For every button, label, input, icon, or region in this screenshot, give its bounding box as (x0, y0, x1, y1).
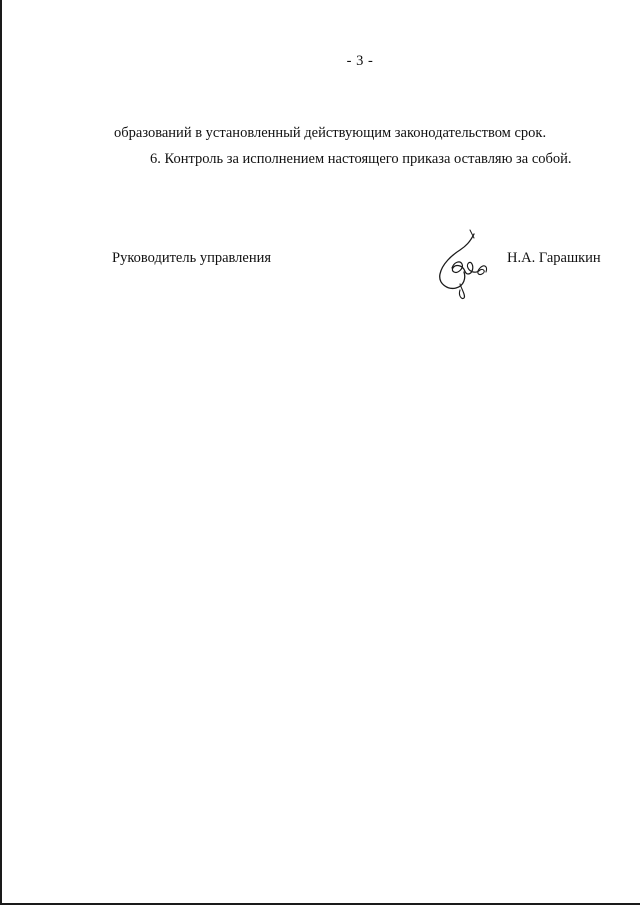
paragraph-item-6: 6. Контроль за исполнением настоящего приказа оставляю за собой. (150, 151, 572, 167)
paragraph-continuation: образований в установленный действующим законодательством срок. (114, 125, 547, 141)
handwritten-signature (430, 228, 494, 300)
page-left-edge (0, 0, 2, 905)
signatory-position: Руководитель управления (112, 250, 272, 266)
page-number: - 3 - (346, 53, 374, 69)
signatory-name: Н.А. Гарашкин (507, 250, 601, 266)
